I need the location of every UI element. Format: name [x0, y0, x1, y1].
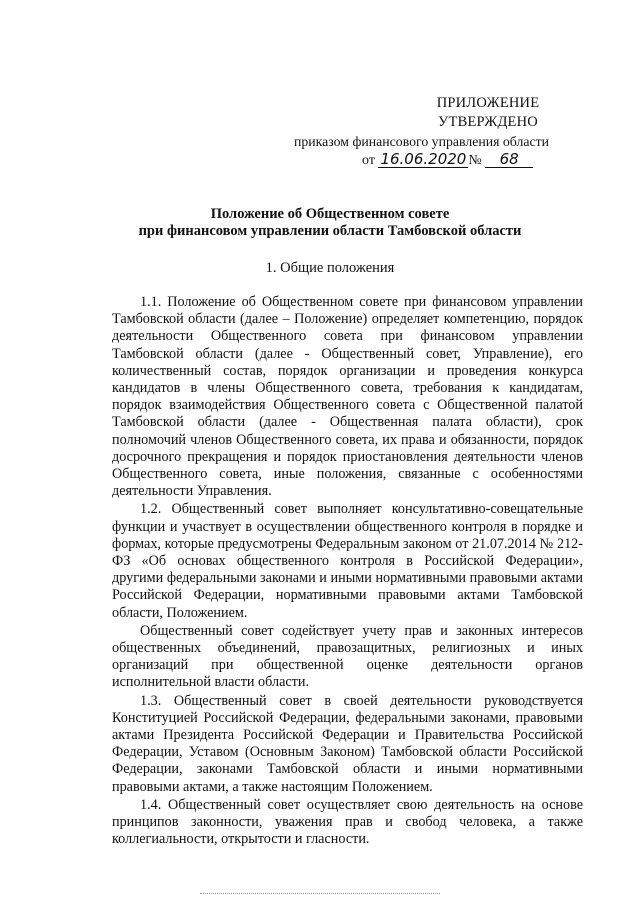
paragraph-1-4: 1.4. Общественный совет осуществляет свою деятельность на основе принципов законности, уважения прав и свобод человека, а также коллегиальности, открытости и гласности.	[112, 796, 583, 848]
appendix-label: ПРИЛОЖЕНИЕ	[436, 95, 540, 111]
approved-label: УТВЕРЖДЕНО	[438, 114, 538, 130]
title-line-1: Положение об Общественном совете	[210, 206, 450, 222]
number-prefix: №	[468, 153, 482, 168]
order-reference: приказом финансового управления области	[294, 134, 550, 149]
approval-block	[294, 94, 578, 170]
section-heading: 1. Общие положения	[265, 260, 395, 276]
order-date-number-line	[362, 151, 622, 170]
handwritten-number: 68	[485, 151, 533, 168]
handwritten-date: 16.06.2020	[380, 150, 467, 168]
paragraph-1-2-cont: Общественный совет содействует учету прав и законных интересов общественных объединений, правозащитных, религиозных и иных организаций при общественной оценке деятельности органов исполнительной власти области.	[112, 622, 583, 691]
title-line-2: при финансовом управлении области Тамбовской области	[138, 223, 522, 239]
paragraph-1-1: 1.1. Положение об Общественном совете при финансовом управлении Тамбовской области (далее – Положение) определяет компетенцию, порядок деятельности Общественного совета при финансовом управлении Тамбовской области (далее - Общественный совет, Управление), его количественный состав, порядок организации и проведения конкурса кандидатов в члены Общественного совета, требования к кандидатам, порядок взаимодействия Общественного совета с Общественной палатой Тамбовской области (далее - Общественная палата области), срок полномочий членов Общественного совета, их права и обязанности, порядок досрочного прекращения и порядок приостановления деятельности членов Общественного совета, иные положения, связанные с особенностями деятельности Управления.	[112, 294, 583, 500]
paragraph-1-3: 1.3. Общественный совет в своей деятельности руководствуется Конституцией Российской Федерации, федеральными законами, правовыми актами Президента Российской Федерации и Правительства Российской Федерации, Уставом (Основным Законом) Тамбовской области Российской Федерации, законами Тамбовской области и иными нормативными правовыми актами, а также настоящим Положением.	[112, 692, 583, 795]
document-title	[100, 206, 560, 240]
document-body	[112, 294, 583, 850]
paragraph-1-2: 1.2. Общественный совет выполняет консультативно-совещательные функции и участвует в осуществлении общественного контроля в порядке и формах, которые предусмотрены Федеральным законом от 21.07.2014 № 212-ФЗ «Об основах общественного контроля в Российской Федерации», другими федеральными законами и иными нормативными правовыми актами Российской Федерации, нормативными правовыми актами Тамбовской области, Положением.	[112, 501, 583, 621]
date-prefix: от	[362, 153, 375, 168]
page-footer-rule	[200, 893, 440, 895]
